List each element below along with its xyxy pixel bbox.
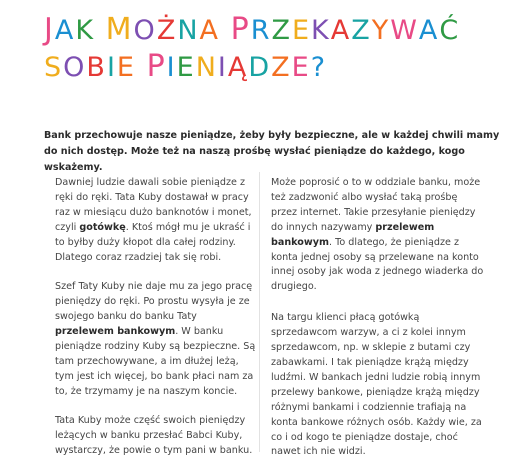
left-column [55, 176, 258, 474]
left-paragraph-3: Tata Kuby może część swoich pieniędzy leżących w banku przesłać Babci Kuby, wystarczy, że powie o tym pani w banku. [55, 415, 253, 457]
title-line-2-letter: I [106, 52, 117, 83]
title-line-1 [44, 12, 504, 49]
title-line-1-letter: Z [351, 15, 372, 46]
right-paragraph-2: Na targu klienci płacą gotówką sprzedawcom warzyw, a ci z kolei innym sprzedawcom, np. w sklepie z butami czy zabawkami. I tak pieniądze krążą między ludźmi. W bankach jedni ludzie robią innym przelewy bankowe, pieniądze krążą między różnymi bankami i codziennie trafiają na konta bankowe różnych osób. Każdy wie, za co i od kogo te pieniądze dostaje, choć nawet ich nie widzi. [271, 312, 482, 458]
title-line-2-letter: E [291, 52, 311, 83]
title-line-2-letter: I [166, 52, 177, 83]
title-line-1-letter: A [199, 15, 220, 46]
title-line-2-letter: E [176, 52, 196, 83]
title-line-2 [44, 49, 504, 86]
title-line-1-letter: Ć [439, 15, 461, 46]
title-line-2-letter: I [217, 52, 228, 83]
title-line-1-letter: E [291, 15, 312, 46]
title-line-2-letter: D [248, 52, 272, 83]
left-paragraph-1: Dawniej ludzie dawali sobie pieniądze z ręki do ręki. Tata Kuby dostawał w pracy raz w miesiącu dużo banknotów i monet, czyli gotówkę. Ktoś mógł mu je ukraść i to byłby duży kłopot dla całej rodziny. Dlatego coraz rzadziej tak się robi. [55, 177, 252, 263]
title-line-2-letter: S [44, 52, 64, 83]
title-line-1-letter: A [418, 15, 440, 46]
title-line-2-letter: Z [271, 52, 292, 83]
title-line-1-letter: Z [271, 15, 292, 46]
title-line-1-letter: Y [371, 15, 391, 46]
term-przelew-bankowy-2: przelewem bankowym [271, 221, 435, 248]
intro-text: Bank przechowuje nasze pieniądze, żeby były bezpieczne, ale w każdej chwili mamy do nich dostęp. Może też na naszą prośbę wysłać pieniądze do każdego, kogo wskażemy. [44, 130, 500, 173]
term-gotowka: gotówkę [79, 221, 126, 233]
title-line-2-letter: ? [310, 52, 328, 83]
title-line-1-letter: M [105, 12, 134, 47]
title-line-1-letter [220, 13, 231, 49]
title-line-1-letter: J [44, 12, 55, 47]
title-line-1-letter: O [133, 15, 157, 46]
title-line-2-letter: P [146, 49, 167, 84]
title-line-1-letter: P [230, 12, 251, 47]
title-line-2-letter: O [63, 52, 87, 83]
title-line-1-letter: A [330, 15, 352, 46]
title-line-2-letter [136, 50, 147, 86]
left-paragraph-2: Szef Taty Kuby nie daje mu za jego pracę pieniędzy do ręki. Po prostu wysyła je ze swojego banku do banku Taty przelewem bankowym. W banku pieniądze rodziny Kuby są bezpieczne. Są tam przechowywane, a im dłużej leżą, tym jest ich więcej, bo bank płaci nam za to, że trzymamy je na naszym koncie. [55, 281, 256, 397]
term-przelew-bankowy: przelewem bankowym [55, 326, 176, 338]
page-title [44, 12, 504, 86]
title-line-2-letter: B [86, 52, 107, 83]
title-line-1-letter [95, 13, 106, 49]
title-line-1-letter: N [177, 15, 200, 46]
title-line-1-letter: K [311, 15, 331, 46]
right-column [271, 176, 486, 475]
title-line-1-letter: Ż [156, 15, 178, 46]
title-line-1-letter: A [54, 15, 76, 46]
right-paragraph-1: Może poprosić o to w oddziale banku, może też zadzwonić albo wysłać taką prośbę przez internet. Takie przesyłanie pieniędzy do innych nazywamy przelewem bankowym. To dlatego, że pieniądze z konta jednej osoby są przelewane na konto innej osoby jak woda z jednego wiaderka do drugiego. [271, 177, 484, 293]
title-line-2-letter: E [116, 52, 136, 83]
title-line-1-letter: R [250, 15, 272, 46]
title-line-1-letter: K [75, 15, 96, 46]
title-line-2-letter: N [195, 52, 218, 83]
title-line-1-letter: W [390, 15, 419, 46]
title-line-2-letter: Ą [227, 52, 249, 83]
column-divider [259, 172, 260, 452]
